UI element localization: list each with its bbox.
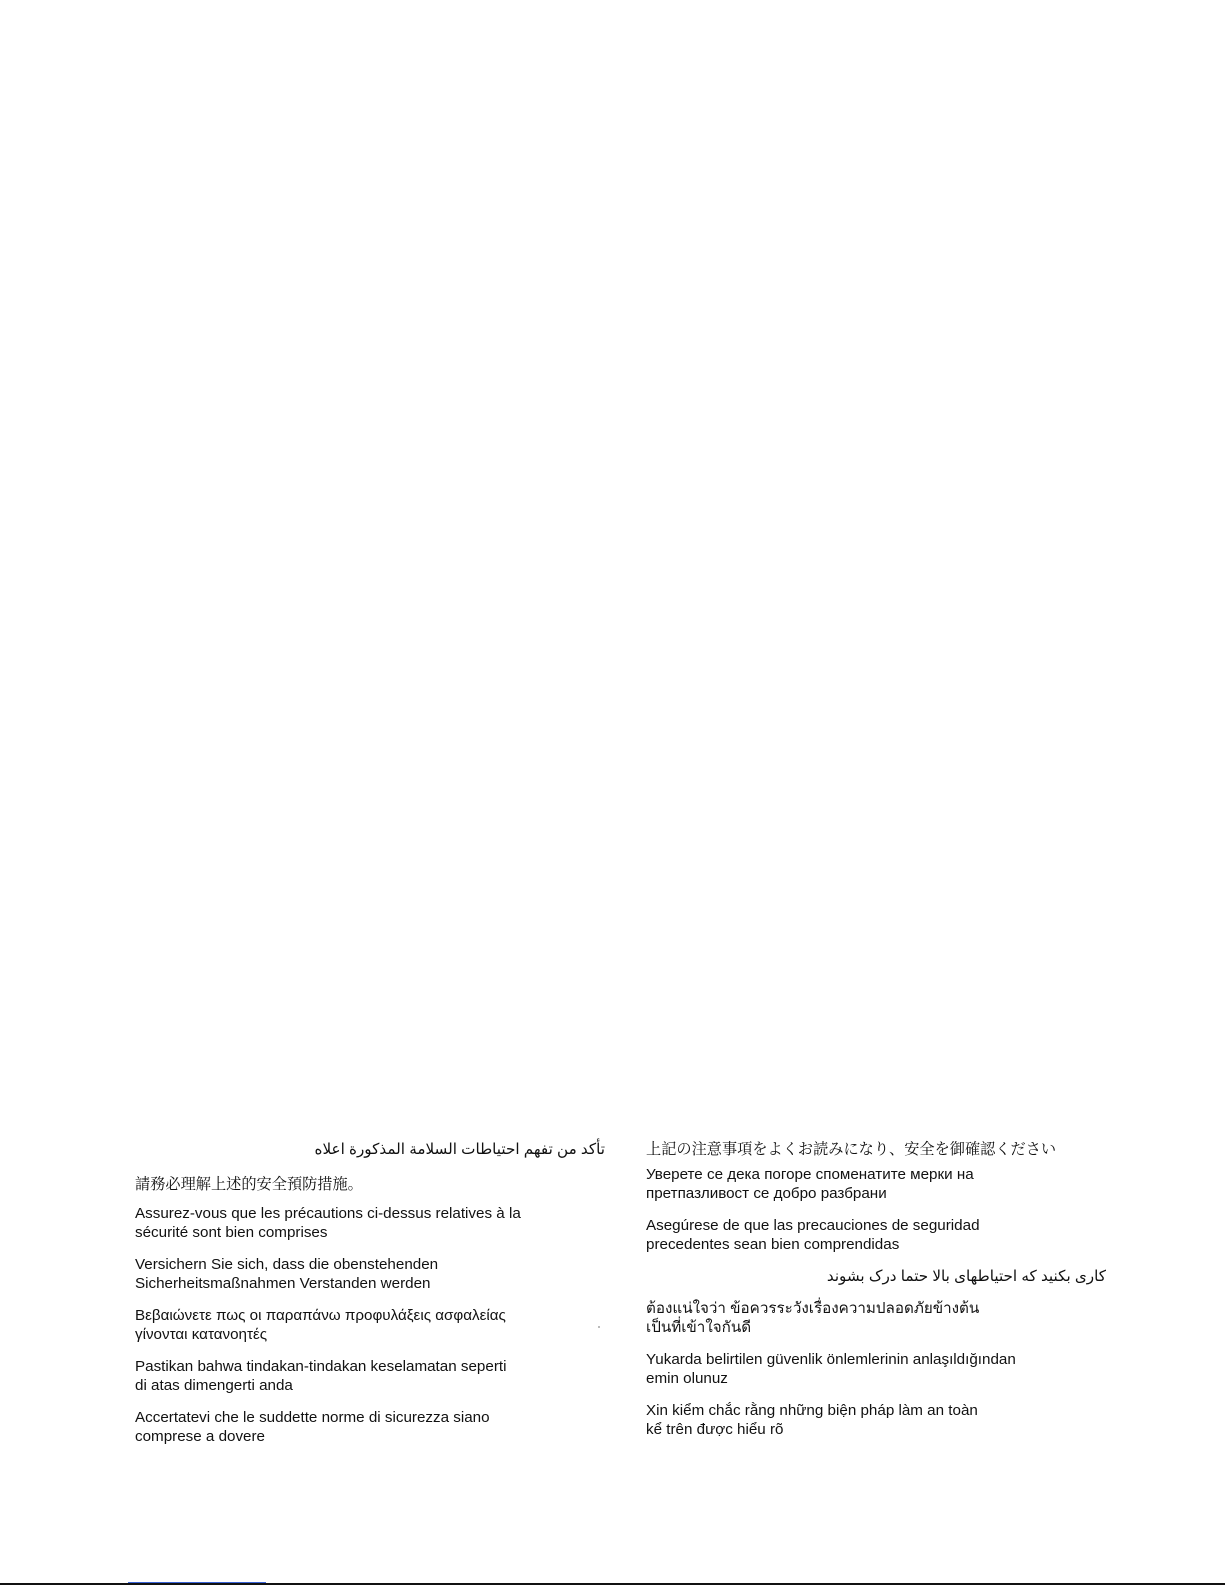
scan-speck (598, 1326, 600, 1328)
notice-vietnamese: Xin kiểm chắc rằng những biện pháp làm an toàn kể trên được hiểu rõ (646, 1402, 978, 1438)
notice-spanish: Asegúrese de que las precauciones de seguridad precedentes sean bien comprendidas (646, 1217, 980, 1253)
notice-macedonian: Уверете се дека погоре споменатите мерки на претпазливост се добро разбрани (646, 1166, 974, 1202)
notice-italian: Accertatevi che le suddette norme di sicurezza siano comprese a dovere (135, 1409, 490, 1445)
notice-french: Assurez-vous que les précautions ci-dessus relatives à la sécurité sont bien comprises (135, 1205, 521, 1241)
notice-persian: کاری بکنید که احتیاطهای بالا حتما درک بشوند (826, 1268, 1106, 1285)
notice-indonesian: Pastikan bahwa tindakan-tindakan keselamatan seperti di atas dimengerti anda (135, 1358, 507, 1394)
notice-german: Versichern Sie sich, dass die obenstehenden Sicherheitsmaßnahmen Verstanden werden (135, 1256, 439, 1292)
right-language-column (646, 1140, 1106, 1439)
notice-chinese: 請務必理解上述的安全預防措施。 (135, 1176, 363, 1193)
notice-turkish: Yukarda belirtilen güvenlik önlemlerinin anlaşıldığından emin olunuz (646, 1351, 1016, 1387)
notice-arabic: تأكد من تفهم احتياطات السلامة المذكورة اعلاه (314, 1141, 605, 1158)
notice-japanese: 上記の注意事項をよくお読みになり、安全を御確認ください (646, 1141, 1057, 1158)
notice-greek: Βεβαιώνετε πως οι παραπάνω προφυλάξεις ασφαλείας γίνονται κατανοητές (135, 1307, 506, 1343)
left-language-column (135, 1140, 605, 1446)
notice-thai: ต้องแน่ใจว่า ข้อควรระวังเรื่องความปลอดภัยข้างต้น เป็นที่เข้าใจกันดี (646, 1300, 980, 1336)
